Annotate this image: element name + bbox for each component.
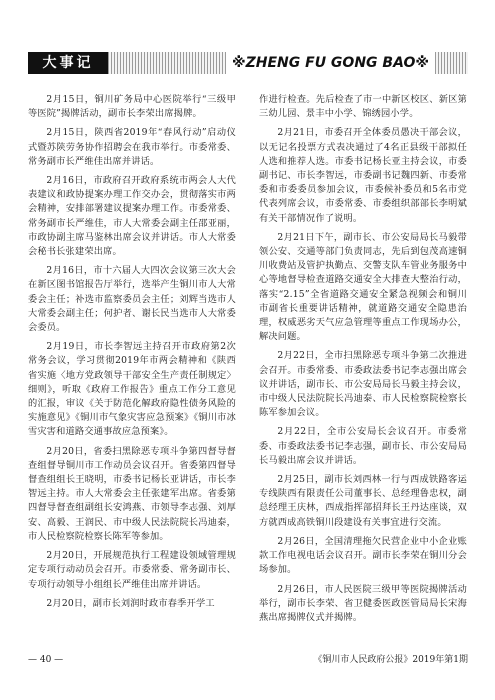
- event-paragraph: 2月26日，全国清理拖欠民营企业中小企业账款工作电视电话会议召开。副市长李荣在铜川分会场参加。: [259, 535, 467, 576]
- page-header: [28, 52, 468, 74]
- event-paragraph: 2月15日，陕西省2019年“春风行动”启动仪式暨苏陕劳务协作招聘会在我市举行。市委常委、常务副市长严维佳出席并讲话。: [28, 127, 236, 167]
- event-paragraph: 2月22日，全市公安局长会议召开。市委常委、市委政法委书记李志强，副市长、市公安局局长马毅出席会议并讲话。: [259, 426, 467, 466]
- event-paragraph: 2月16日，市十六届人大四次会议第三次大会在新区图书馆报告厅举行，选举产生铜川市人大常委会主任；补选市监察委员会主任；刘辉当选市人大常委会副主任；何护者、谢长民当选市人大常委会委员。: [28, 265, 236, 334]
- event-paragraph: 2月21日下午，副市长、市公安局局长马毅带领公安、交通等部门负责同志，先后到包茂高速铜川收费站及管护执勤点、交警支队车管业务服务中心等地督导检查道路交通安全大排查大整治行动，落实“2.15”全省道路交通安全紧急视频会和铜川市副省长重要讲话精神，就道路交通安全隐患治理，权威恶劣天气应急管理等重点工作现场办公，解决问题。: [259, 231, 467, 343]
- event-paragraph: 2月20日，省委扫黑除恶专项斗争第四督导督查组督导铜川市工作动员会议召开。省委第四督导督查组组长王晓明，市委书记杨长亚讲话，市长李智远主持。市人大常委会主任张建军出席。省委第四督导督查组副组长安鸿燕、市领导李志强、刘厚安、高毅、王润民、市中级人民法院院长冯迪泰，市人民检察院检察长陈军等参加。: [28, 445, 236, 542]
- event-paragraph: 2月16日，市政府召开政府系统市两会人大代表建议和政协提案办理工作交办会，贯彻落实市两会精神，安排部署建议提案办理工作。市委常委、常务副市长严维佳，市人大常委会副主任邵亚丽，市政协副主席马鉴林出席会议并讲话。市人大常委会秘书长张建荣出席。: [28, 175, 236, 258]
- banner-title: ※ZHENG FU GONG BAO※: [226, 52, 435, 74]
- publication-title: 《铜川市人民政府公报》2019年第1期: [313, 655, 468, 665]
- left-column: [28, 93, 236, 641]
- header-banner: [108, 52, 468, 74]
- event-paragraph: 2月19日，市长李智远主持召开市政府第2次常务会议，学习贯彻2019年市两会精神和《陕西省实施〈地方党政领导干部安全生产责任制规定〉细则》，听取《政府工作报告》重点工作分工意见的汇报，审议《关于防范化解政府隐性债务风险的实施意见》《铜川市气象灾害应急预案》《铜川市冰雪灾害和道路交通事故应急预案》。: [28, 341, 236, 438]
- event-paragraph: 2月20日，开展规范执行工程建设领域管理规定专项行动动员会召开。市委常委、常务副市长、专项行动领导小组组长严维佳出席并讲话。: [28, 550, 236, 590]
- event-paragraph: 2月21日，市委召开全体委员愚决干部会议，以无记名投票方式表决通过了4名正县级干部拟任人选和推荐人选。市委书记杨长亚主持会议，市委副书记、市长李智远，市委副书记魏四新、市委常委和市委委员参加会议，市委候补委员和5名市党代表列席会议，市委常委、市委组织部部长李明斌有关干部情况作了说明。: [259, 127, 467, 224]
- event-paragraph: 2月25日，副市长刘西林一行与西成铁路客运专线陕西有限责任公司董事长、总经理鲁忠权，副总经理王庆林，西成指挥部招拜长王丹达座谈，双方就西成高铁铜川段建设有关事宜进行交流。: [259, 474, 467, 528]
- event-paragraph: 2月26日，市人民医院三级甲等医院揭牌活动举行，副市长李荣、省卫健委医政医管局局长宋海燕出席揭牌仪式并揭牌。: [259, 583, 467, 623]
- page-footer: [28, 652, 468, 668]
- page-number: — 40 —: [28, 655, 64, 665]
- event-paragraph: 2月22日，全市扫黑除恶专项斗争第二次推进会召开。市委常委、市委政法委书记李志强出席会议并讲话，副市长、市公安局局长马毅主持会议，市中级人民法院院长冯迪泰、市人民检察院检察长陈军参加会议。: [259, 350, 467, 419]
- event-paragraph: 2月20日，副市长刘润时政市春季开学工: [46, 597, 215, 609]
- event-paragraph-continued: 作进行检查。先后检查了市一中新区校区、新区第三幼儿园、景丰中小学、锦绣园小学。: [259, 94, 467, 120]
- section-label: 大事记: [28, 52, 108, 74]
- event-paragraph: 2月15日，铜川矿务局中心医院举行“三级甲等医院”揭牌活动，副市长李荣出席揭牌。: [28, 94, 236, 120]
- right-column: [259, 93, 467, 641]
